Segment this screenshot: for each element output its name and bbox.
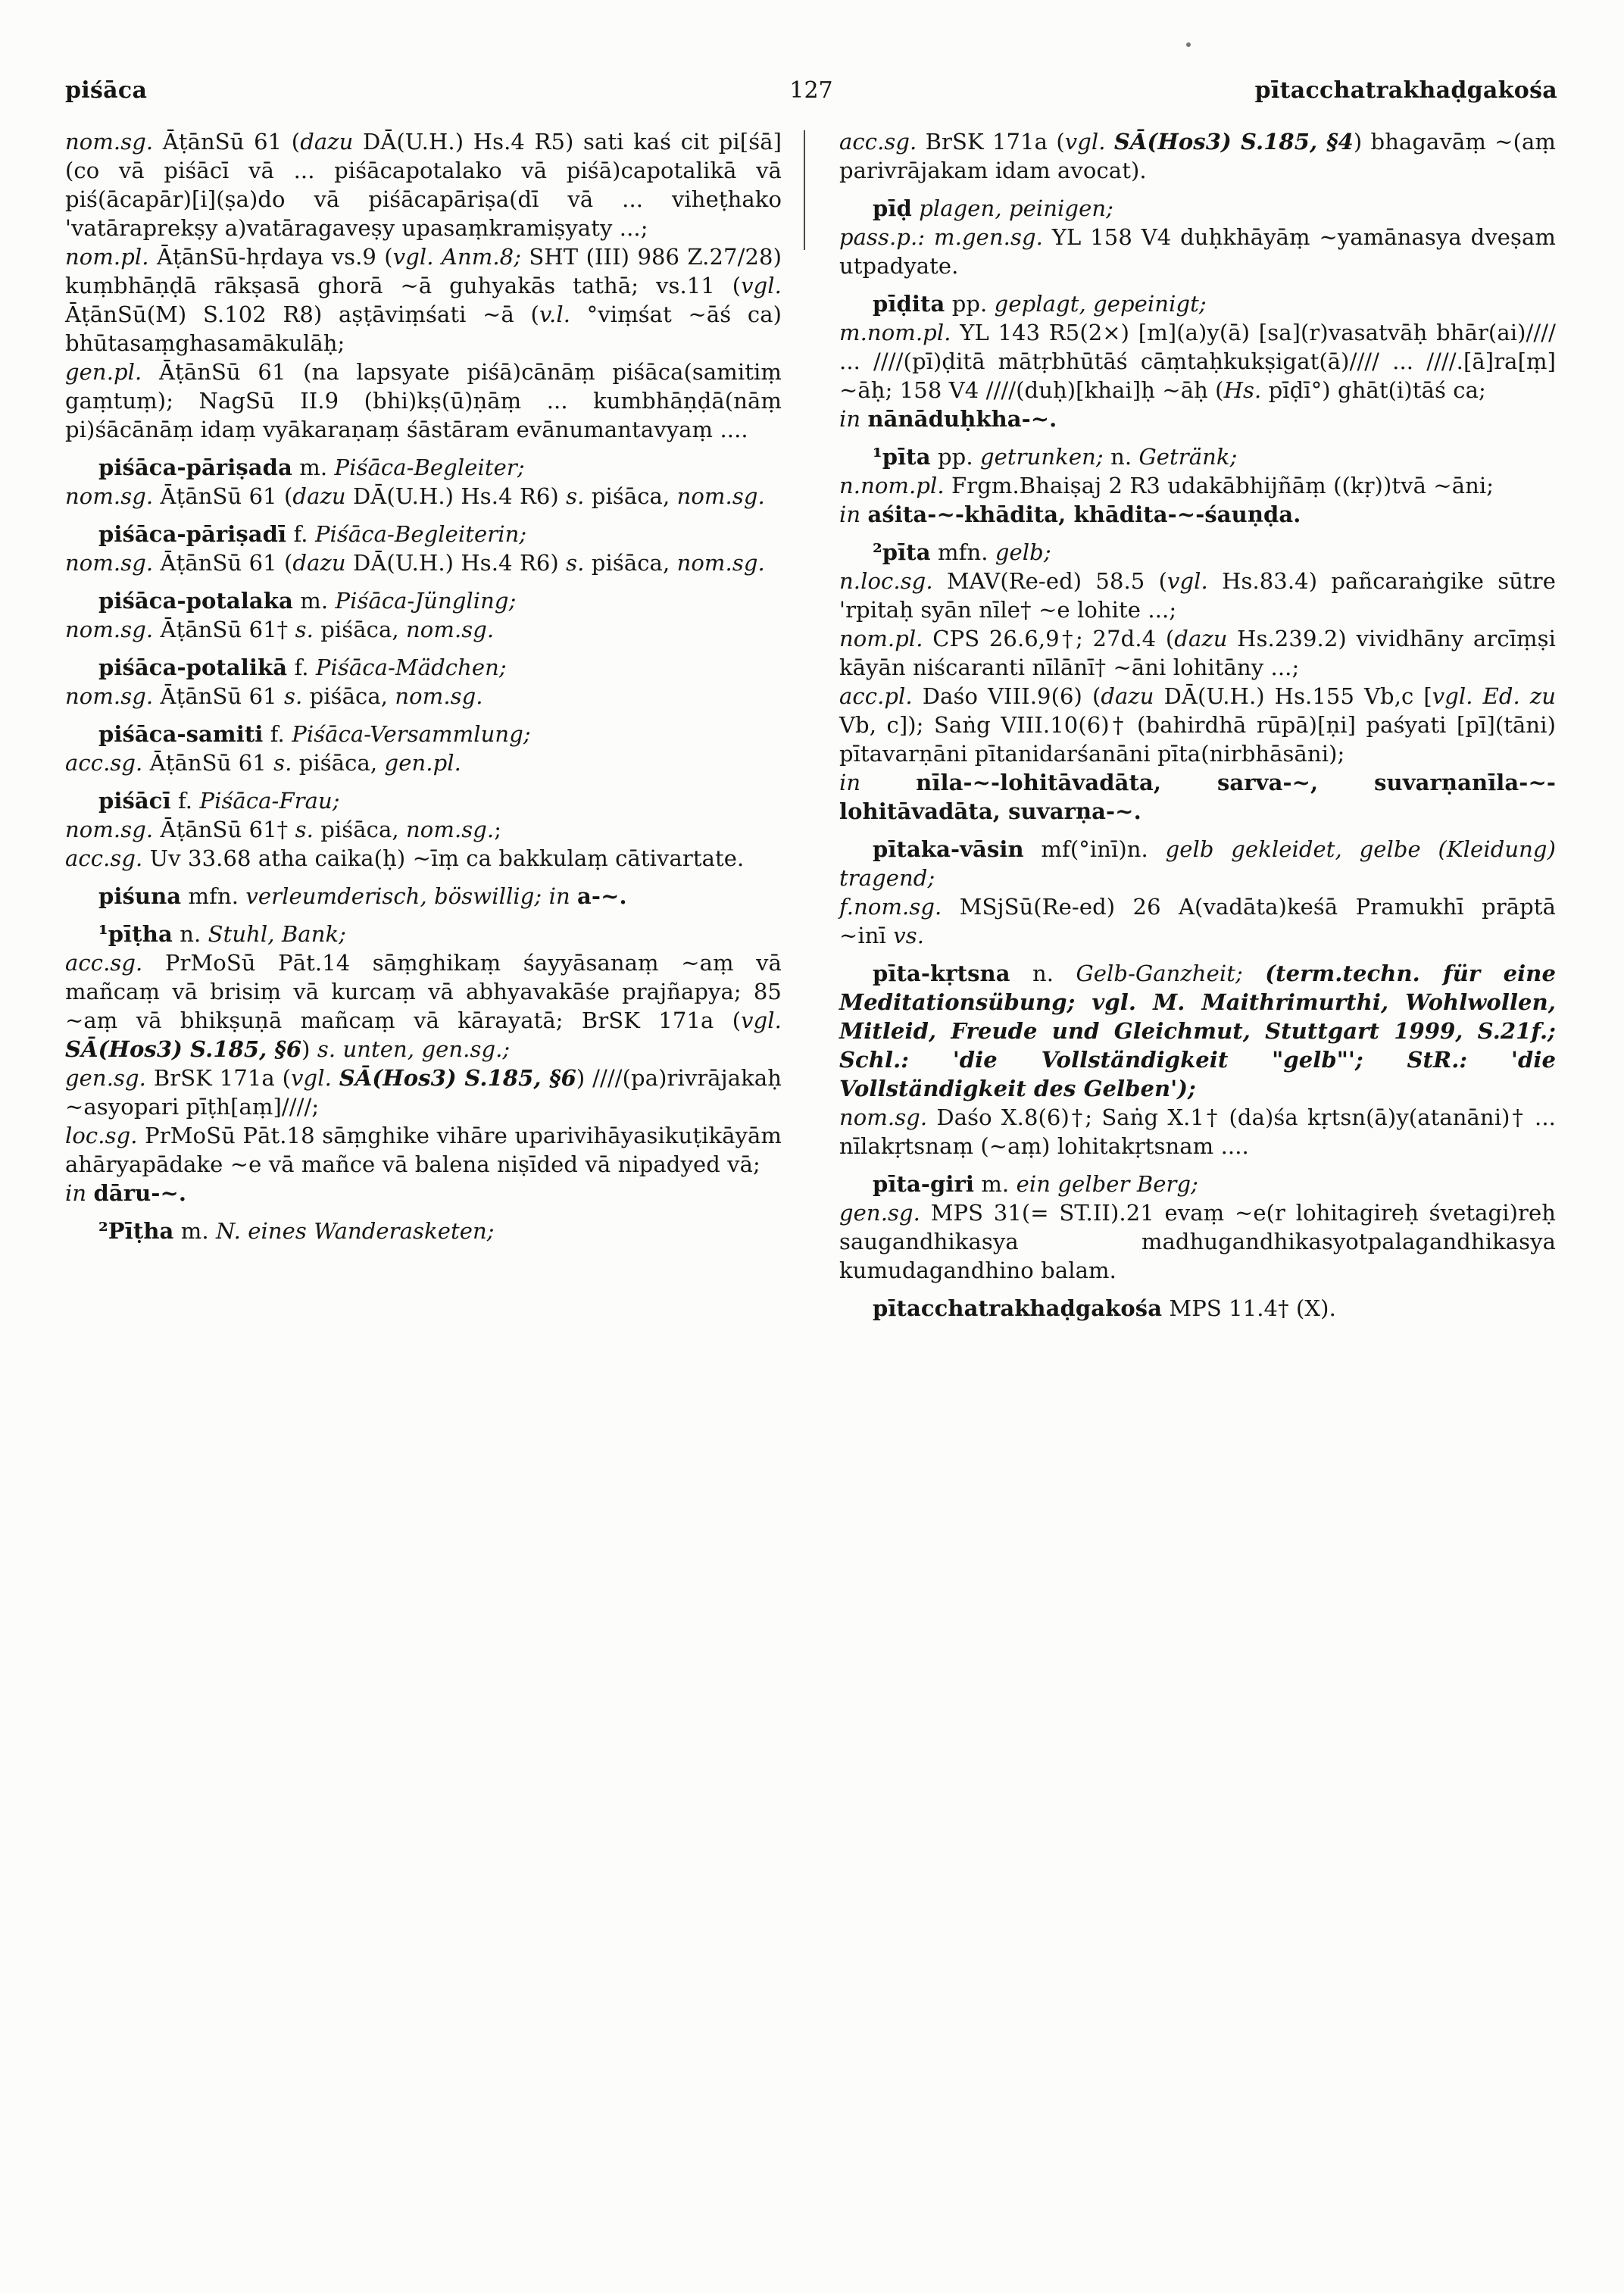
text-segment: s. [283, 683, 303, 709]
entry-heading [839, 835, 1556, 892]
text-segment: ¹pīta [873, 444, 931, 470]
grammar-paragraph [65, 844, 782, 873]
entry-heading [65, 786, 782, 815]
text-segment: piśāca, [313, 817, 407, 842]
grammar-paragraph [839, 318, 1556, 405]
text-segment: vgl. [1064, 129, 1114, 155]
entry-heading [839, 442, 1556, 471]
text-segment: ) [301, 1036, 317, 1062]
text-segment: pass.p.: m.gen.sg. [839, 224, 1043, 250]
text-segment: Frgm.Bhaiṣaj 2 R3 udakābhijñāṃ ((kṛ))tvā ~āni; [944, 473, 1494, 498]
scan-artifact-dot [1186, 42, 1191, 47]
grammar-paragraph [839, 768, 1556, 826]
grammar-paragraph [839, 1198, 1556, 1285]
running-head-right: pītacchatrakhaḍgakośa [1254, 77, 1557, 104]
text-segment: nom.sg. [676, 483, 765, 509]
grammar-paragraph [839, 127, 1556, 185]
text-segment: pp. [930, 444, 980, 470]
text-segment: s. unten, gen.sg.; [317, 1036, 511, 1062]
text-segment: s. [566, 550, 585, 576]
text-segment: gelb; [995, 539, 1051, 565]
grammar-paragraph [839, 624, 1556, 682]
text-segment: plagen, peinigen; [919, 195, 1113, 221]
text-segment: n. [1103, 444, 1139, 470]
dictionary-columns [65, 127, 1556, 1323]
entry-heading [65, 520, 782, 548]
text-segment: MSjSū(Re-ed) 26 A(vadāta)keśā Pramukhī prāptā ~inī [839, 894, 1556, 948]
entry-heading [65, 653, 782, 682]
text-segment: f. [286, 521, 315, 547]
text-segment: YL 143 R5(2×) [m](a)y(ā) [sa](r)vasatvāḥ bhār(ai)//// ... ////(pī)ḍitā mātṛbhūtāś cāṃtaḥkukṣigat(ā)//// ... ////.[ā]ra[ṃ] ~āḥ; 158 V4 ////(duḥ)[khai]ḥ ~āḥ ( [839, 320, 1556, 403]
text-segment: °viṃśat ~āś ca) bhūtasaṃghasamākulāḥ; [65, 301, 782, 356]
grammar-paragraph [839, 1103, 1556, 1161]
grammar-paragraph [65, 1121, 782, 1179]
text-segment: MPS 11.4† (X). [1162, 1295, 1336, 1321]
text-segment: vgl. Anm.8; [392, 244, 522, 270]
text-segment: YL 158 V4 duḥkhāyāṃ ~yamānasya dveṣam utpadyate. [839, 224, 1556, 279]
text-segment: nom.sg. [406, 617, 495, 642]
text-segment [912, 195, 919, 221]
text-segment: piśāca, [313, 617, 407, 642]
grammar-paragraph [839, 405, 1556, 433]
text-segment: acc.sg. [65, 950, 143, 976]
text-segment: Daśo VIII.9(6) ( [912, 683, 1101, 709]
text-segment: getrunken; [979, 444, 1104, 470]
text-segment: aśita-~-khādita, khādita-~-śauṇḍa. [867, 501, 1301, 527]
text-segment: verleumderisch, böswillig; in [245, 883, 578, 909]
grammar-paragraph [65, 1179, 782, 1207]
text-segment: ²Pīṭha [98, 1218, 174, 1244]
text-segment: ) ////(pa)rivrājakaḥ ~asyopari pīṭh[aṃ]////; [65, 1065, 782, 1120]
grammar-paragraph [839, 567, 1556, 624]
entry-heading [65, 586, 782, 615]
text-segment: BrSK 171a ( [917, 129, 1065, 155]
text-segment: in [839, 770, 917, 795]
text-segment: Uv 33.68 atha caika(ḥ) ~īṃ ca bakkulaṃ cātivartate. [142, 845, 745, 871]
text-segment: m. [292, 588, 336, 614]
text-segment: Hs. [1223, 377, 1262, 403]
text-segment: piśāca-potalikā [98, 654, 288, 680]
text-segment: pītaka-vāsin [873, 836, 1024, 862]
text-segment: gen.pl. [384, 750, 461, 776]
text-segment: a-~. [577, 883, 627, 909]
grammar-paragraph [839, 682, 1556, 768]
text-segment: geplagt, gepeinigt; [994, 291, 1207, 317]
text-segment: piśāca, [584, 550, 677, 576]
text-segment: dazu [1101, 683, 1154, 709]
text-segment: nom.sg. [65, 817, 154, 842]
text-segment: Piśāca-Jüngling; [335, 588, 517, 614]
text-segment: m. [292, 455, 335, 480]
grammar-paragraph [65, 682, 782, 711]
text-segment: loc.sg. [65, 1123, 138, 1148]
grammar-paragraph [65, 482, 782, 511]
text-segment: f. [263, 721, 292, 747]
text-segment: Vb, c]); Saṅg VIII.10(6)† (bahirdhā rūpā)[ṇi] paśyati [pī](tāni) pītavarṇāni pītanidarśanāni pīta(nirbhāsāni); [839, 712, 1556, 767]
entry-heading [839, 1170, 1556, 1198]
text-segment: n. [172, 921, 208, 947]
text-segment: gen.sg. [65, 1065, 146, 1091]
entry-heading [839, 1294, 1556, 1323]
grammar-paragraph [65, 127, 782, 242]
text-segment: ĀṭānSū 61† [153, 817, 295, 842]
text-segment: ĀṭānSū 61 [153, 683, 284, 709]
text-segment: CPS 26.6,9†; 27d.4 ( [923, 626, 1175, 651]
text-segment: v.l. [539, 301, 571, 327]
text-segment: nīla-~-lohitāvadāta, sarva-~, suvarṇanīla-~-lohitāvadāta, suvarṇa-~. [839, 770, 1556, 824]
text-segment: piśāca, [584, 483, 677, 509]
text-segment: acc.pl. [839, 683, 913, 709]
text-segment: vgl. [741, 273, 782, 298]
text-segment: piśāca-pāriṣadī [98, 521, 287, 547]
text-segment: s. [295, 817, 314, 842]
text-segment: MAV(Re-ed) 58.5 ( [932, 568, 1167, 594]
text-segment: Piśāca-Begleiterin; [314, 521, 527, 547]
text-segment: SĀ(Hos3) S.185, §6 [65, 1036, 302, 1062]
grammar-paragraph [65, 1064, 782, 1121]
text-segment: gelb gekleidet, gelbe (Kleidung) tragend; [839, 836, 1556, 891]
grammar-paragraph [839, 223, 1556, 280]
text-segment: SHT (III) 986 Z.27/28) kuṃbhāṇḍā rākṣasā ghorā ~ā guhyakās tathā; vs.11 ( [65, 244, 782, 298]
grammar-paragraph [65, 948, 782, 1064]
text-segment: m. [173, 1218, 216, 1244]
text-segment: nom.sg. [406, 817, 495, 842]
text-segment: ĀṭānSū 61 [142, 750, 274, 776]
entry-heading [839, 194, 1556, 223]
grammar-paragraph [65, 548, 782, 577]
text-segment: n.nom.pl. [839, 473, 945, 498]
text-segment: pp. [945, 291, 995, 317]
text-segment: dazu [1174, 626, 1228, 651]
text-segment: PrMoSū Pāt.18 sāṃghike vihāre uparivihāyasikuṭikāyām ahāryapādake ~e vā mañce vā balena niṣīded vā nipadyed vā; [65, 1123, 782, 1177]
text-segment: s. [273, 750, 292, 776]
text-segment: vgl. [741, 1007, 782, 1033]
text-segment: pīḍita [873, 291, 945, 317]
text-segment: ĀṭānSū 61 (na lapsyate piśā)cānāṃ piśāca(samitiṃ gaṃtuṃ); NagSū II.9 (bhi)kṣ(ū)ṇāṃ ... kumbhāṇḍā(nāṃ pi)śācānāṃ idaṃ vyākaraṇaṃ śāstāram evānumantavyaṃ .... [65, 359, 782, 442]
text-segment: nom.sg. [395, 683, 483, 709]
text-segment: f.nom.sg. [839, 894, 942, 920]
text-segment: nom.sg. [839, 1104, 928, 1130]
text-segment: piśāca-potalaka [98, 588, 293, 614]
text-segment: ²pīta [873, 539, 931, 565]
text-segment: in [65, 1180, 94, 1206]
text-segment: Hs.83.4) pañcaraṅgike sūtre 'rpitaḥ syān nīle† ~e lohite ...; [839, 568, 1556, 623]
text-segment: MPS 31(= ST.II).21 evaṃ ~e(r lohitagireḥ śvetagi)reḥ saugandhikasya madhugandhikasyotpalagandhikasya kumudagandhino balam. [839, 1200, 1556, 1283]
grammar-paragraph [839, 892, 1556, 950]
text-segment: ein gelber Berg; [1016, 1171, 1198, 1197]
text-segment: piśāca, [292, 750, 385, 776]
text-segment: Gelb-Ganzheit; [1076, 961, 1266, 986]
text-segment: nom.sg. [65, 483, 154, 509]
entry-heading [65, 1217, 782, 1245]
text-segment: pītacchatrakhaḍgakośa [873, 1295, 1163, 1321]
text-segment: s. [295, 617, 314, 642]
text-segment: Piśāca-Versammlung; [292, 721, 531, 747]
text-segment: piśāca, [302, 683, 395, 709]
text-segment: in [839, 501, 868, 527]
text-segment: pīḍī°) ghāt(i)tāś ca; [1261, 377, 1486, 403]
text-segment: DĀ(U.H.) Hs.4 R5) sati kaś cit pi[śā](co vā piśācī vā ... piśācapotalako vā piśā)capotalikā vā piś(ācapār)[i](ṣa)do vā piśācapāriṣa(dī vā ... viheṭhako 'vatāraprekṣy a)vatāragaveṣy upasaṃkramiṣyaty ...; [65, 129, 782, 241]
text-segment: gen.sg. [839, 1200, 920, 1226]
text-segment: vgl. [291, 1065, 339, 1091]
text-segment: dazu [300, 129, 354, 155]
text-segment: in [839, 406, 868, 432]
grammar-paragraph [65, 815, 782, 844]
text-segment: PrMoSū Pāt.14 sāṃghikaṃ śayyāsanaṃ ~aṃ vā mañcaṃ vā brisiṃ vā kurcaṃ vā abhyavakāśe prajñapya; 85 ~aṃ vā bhikṣuṇā mañcaṃ vā kārayatā; BrSK 171a ( [65, 950, 782, 1033]
text-segment: SĀ(Hos3) S.185, §4 [1113, 129, 1354, 155]
text-segment: ĀṭānSū 61 ( [153, 483, 293, 509]
text-segment: nom.sg. [65, 683, 154, 709]
text-segment: ) bhagavāṃ ~(aṃ parivrājakam idam avocat). [839, 129, 1556, 183]
text-segment: mf(°inī)n. [1023, 836, 1166, 862]
text-segment: nānāduḥkha-~. [867, 406, 1057, 432]
text-segment: SĀ(Hos3) S.185, §6 [339, 1065, 576, 1091]
text-segment: piśācī [98, 788, 171, 814]
grammar-paragraph [839, 500, 1556, 529]
text-segment: ĀṭānSū 61 ( [153, 129, 301, 155]
text-segment: Piśāca-Mädchen; [315, 654, 507, 680]
running-head-left: piśāca [65, 77, 148, 104]
entry-heading [839, 289, 1556, 318]
text-segment: dazu [292, 550, 346, 576]
entry-heading [65, 882, 782, 911]
grammar-paragraph [65, 242, 782, 358]
grammar-paragraph [839, 471, 1556, 500]
entry-heading [65, 453, 782, 482]
text-segment: vgl. [1167, 568, 1208, 594]
text-segment: gen.pl. [65, 359, 142, 385]
text-segment: f. [287, 654, 316, 680]
text-segment: (term.techn. für eine Meditationsübung; vgl. M. Maithrimurthi, Wohlwollen, Mitleid, Freude und Gleichmut, Stuttgart 1999, S.21f.; Schl.: 'die Vollständigkeit "gelb"'; StR.: 'die Vollständigkeit des Gelben'); [839, 961, 1556, 1101]
text-segment: ĀṭānSū-hṛdaya vs.9 ( [148, 244, 393, 270]
text-segment: ĀṭānSū(M) S.102 R8) aṣṭāviṃśati ~ā ( [65, 301, 539, 327]
text-segment: Hs.239.2) vividhāny arcīṃṣi kāyān niścaranti nīlānī† ~āni lohitāny ...; [839, 626, 1556, 680]
text-segment: nom.pl. [65, 244, 149, 270]
text-segment: piśāca-samiti [98, 721, 264, 747]
text-segment: nom.sg. [65, 550, 154, 576]
text-segment: m. [974, 1171, 1017, 1197]
text-segment: nom.pl. [839, 626, 923, 651]
text-segment: ĀṭānSū 61† [153, 617, 295, 642]
text-segment: vs. [893, 923, 925, 948]
text-segment: BrSK 171a ( [146, 1065, 292, 1091]
entry-heading [65, 920, 782, 948]
text-segment: mfn. [930, 539, 995, 565]
grammar-paragraph [65, 615, 782, 644]
text-segment: Daśo X.8(6)†; Saṅg X.1† (da)śa kṛtsn(ā)y(atanāni)† ... nīlakṛtsnaṃ (~aṃ) lohitakṛtsnam .... [839, 1104, 1556, 1159]
text-segment: DĀ(U.H.) Hs.155 Vb,c [ [1154, 683, 1432, 709]
text-segment: ¹pīṭha [98, 921, 173, 947]
text-segment: dazu [292, 483, 346, 509]
text-segment: nom.sg. [65, 129, 154, 155]
text-segment: acc.sg. [65, 845, 143, 871]
text-segment: s. [566, 483, 585, 509]
text-segment: Getränk; [1138, 444, 1238, 470]
text-segment: nom.sg. [676, 550, 765, 576]
text-segment: vgl. Ed. zu [1432, 683, 1556, 709]
text-segment: pīta-kṛtsna [873, 961, 1010, 986]
grammar-paragraph [65, 358, 782, 444]
text-segment: ; [494, 817, 502, 842]
text-segment: nom.sg. [65, 617, 154, 642]
text-segment: Stuhl, Bank; [208, 921, 347, 947]
grammar-paragraph [65, 748, 782, 777]
text-segment: f. [170, 788, 200, 814]
text-segment: pīḍ [873, 195, 912, 221]
column-right [839, 127, 1556, 1323]
text-segment: dāru-~. [93, 1180, 187, 1206]
text-segment: DĀ(U.H.) Hs.4 R6) [345, 550, 567, 576]
text-segment: piśuna [98, 883, 182, 909]
text-segment: acc.sg. [839, 129, 917, 155]
entry-heading [839, 959, 1556, 1103]
text-segment: pīta-giri [873, 1171, 975, 1197]
entry-heading [839, 538, 1556, 567]
column-left [65, 127, 782, 1323]
text-segment: N. eines Wanderasketen; [215, 1218, 495, 1244]
text-segment: m.nom.pl. [839, 320, 951, 345]
text-segment: n.loc.sg. [839, 568, 933, 594]
text-segment: acc.sg. [65, 750, 143, 776]
text-segment: Piśāca-Frau; [199, 788, 340, 814]
text-segment: n. [1010, 961, 1076, 986]
entry-heading [65, 720, 782, 748]
page-header [65, 77, 1557, 109]
text-segment: piśāca-pāriṣada [98, 455, 292, 480]
text-segment: DĀ(U.H.) Hs.4 R6) [345, 483, 567, 509]
text-segment: ĀṭānSū 61 ( [153, 550, 293, 576]
text-segment: mfn. [181, 883, 246, 909]
page-number: 127 [789, 77, 833, 104]
text-segment: Piśāca-Begleiter; [334, 455, 525, 480]
